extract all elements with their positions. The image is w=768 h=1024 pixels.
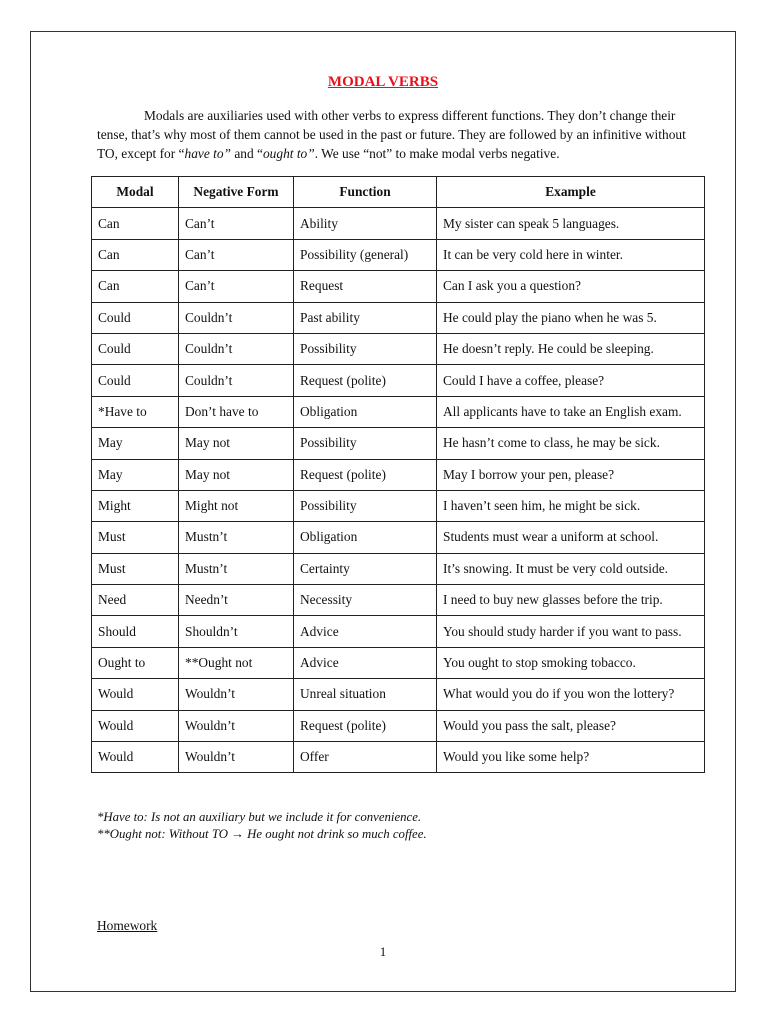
table-row: [92, 271, 705, 302]
table-row: [92, 742, 705, 773]
cell-modal: Would: [92, 742, 179, 773]
cell-modal: Might: [92, 490, 179, 521]
table-row: [92, 585, 705, 616]
cell-example: Students must wear a uniform at school.: [437, 522, 705, 553]
cell-example: My sister can speak 5 languages.: [437, 208, 705, 239]
cell-function: Possibility: [294, 490, 437, 521]
cell-example: He doesn’t reply. He could be sleeping.: [437, 333, 705, 364]
cell-negative-form: Can’t: [179, 239, 294, 270]
cell-modal: Can: [92, 208, 179, 239]
cell-negative-form: Wouldn’t: [179, 742, 294, 773]
cell-function: Obligation: [294, 396, 437, 427]
footnotes: [97, 809, 427, 843]
table-row: [92, 616, 705, 647]
cell-example: All applicants have to take an English exam.: [437, 396, 705, 427]
cell-negative-form: Can’t: [179, 208, 294, 239]
cell-function: Certainty: [294, 553, 437, 584]
cell-function: Request (polite): [294, 459, 437, 490]
cell-negative-form: Mustn’t: [179, 553, 294, 584]
cell-negative-form: May not: [179, 428, 294, 459]
modal-verbs-table: [91, 176, 705, 773]
cell-example: You ought to stop smoking tobacco.: [437, 647, 705, 678]
intro-text-1: Modals are auxiliaries used with other verbs to express different functions. They don’t change their tense, that’s why most of them cannot be used in the past or future. They are followed by an infinitive without TO, except for “: [97, 108, 686, 161]
cell-modal: Could: [92, 365, 179, 396]
cell-modal: Must: [92, 553, 179, 584]
cell-function: Request: [294, 271, 437, 302]
page-number: 1: [379, 944, 387, 959]
cell-function: Advice: [294, 616, 437, 647]
cell-negative-form: Don’t have to: [179, 396, 294, 427]
header-function: Function: [294, 177, 437, 208]
cell-function: Past ability: [294, 302, 437, 333]
cell-modal: Would: [92, 710, 179, 741]
cell-modal: Can: [92, 271, 179, 302]
cell-modal: Can: [92, 239, 179, 270]
cell-function: Obligation: [294, 522, 437, 553]
table-row: [92, 679, 705, 710]
cell-negative-form: Couldn’t: [179, 302, 294, 333]
cell-modal: Could: [92, 333, 179, 364]
cell-example: It’s snowing. It must be very cold outside.: [437, 553, 705, 584]
cell-negative-form: Wouldn’t: [179, 679, 294, 710]
table-row: [92, 459, 705, 490]
cell-function: Necessity: [294, 585, 437, 616]
cell-example: I need to buy new glasses before the trip.: [437, 585, 705, 616]
cell-negative-form: May not: [179, 459, 294, 490]
cell-example: You should study harder if you want to pass.: [437, 616, 705, 647]
cell-example: Can I ask you a question?: [437, 271, 705, 302]
cell-example: What would you do if you won the lottery?: [437, 679, 705, 710]
table-row: [92, 553, 705, 584]
cell-example: Would you like some help?: [437, 742, 705, 773]
homework-heading: Homework: [97, 918, 158, 933]
intro-text-2: and “: [231, 146, 263, 161]
cell-negative-form: Shouldn’t: [179, 616, 294, 647]
table-row: [92, 522, 705, 553]
cell-modal: May: [92, 428, 179, 459]
cell-modal: *Have to: [92, 396, 179, 427]
table-row: [92, 208, 705, 239]
cell-example: He hasn’t come to class, he may be sick.: [437, 428, 705, 459]
cell-example: Would you pass the salt, please?: [437, 710, 705, 741]
footnote-ought-not: **Ought not: Without TO → He ought not drink so much coffee.: [97, 827, 427, 841]
table-header-row: [92, 177, 705, 208]
intro-have-to: have to”: [184, 146, 231, 161]
cell-negative-form: Wouldn’t: [179, 710, 294, 741]
header-modal: Modal: [92, 177, 179, 208]
cell-function: Offer: [294, 742, 437, 773]
cell-function: Unreal situation: [294, 679, 437, 710]
cell-function: Possibility (general): [294, 239, 437, 270]
cell-function: Possibility: [294, 428, 437, 459]
table-row: [92, 365, 705, 396]
cell-example: Could I have a coffee, please?: [437, 365, 705, 396]
cell-negative-form: Mustn’t: [179, 522, 294, 553]
table-row: [92, 396, 705, 427]
cell-negative-form: Might not: [179, 490, 294, 521]
page-title: MODAL VERBS: [327, 74, 439, 90]
cell-modal: Need: [92, 585, 179, 616]
table-row: [92, 647, 705, 678]
table-row: [92, 239, 705, 270]
cell-function: Possibility: [294, 333, 437, 364]
cell-function: Request (polite): [294, 710, 437, 741]
cell-modal: Could: [92, 302, 179, 333]
cell-function: Request (polite): [294, 365, 437, 396]
cell-example: It can be very cold here in winter.: [437, 239, 705, 270]
header-example: Example: [437, 177, 705, 208]
cell-negative-form: Can’t: [179, 271, 294, 302]
table-row: [92, 302, 705, 333]
footnote-have-to: *Have to: Is not an auxiliary but we include it for convenience.: [97, 810, 422, 824]
cell-negative-form: Couldn’t: [179, 333, 294, 364]
table-row: [92, 710, 705, 741]
cell-function: Advice: [294, 647, 437, 678]
cell-modal: Would: [92, 679, 179, 710]
cell-modal: May: [92, 459, 179, 490]
cell-example: May I borrow your pen, please?: [437, 459, 705, 490]
cell-modal: Should: [92, 616, 179, 647]
table-row: [92, 428, 705, 459]
table-body: [92, 208, 705, 773]
cell-modal: Must: [92, 522, 179, 553]
cell-negative-form: **Ought not: [179, 647, 294, 678]
intro-paragraph: [97, 106, 697, 163]
cell-negative-form: Needn’t: [179, 585, 294, 616]
cell-function: Ability: [294, 208, 437, 239]
table-row: [92, 333, 705, 364]
intro-text-3: . We use “not” to make modal verbs negative.: [314, 146, 560, 161]
intro-ought-to: ought to”: [262, 146, 315, 161]
header-negative-form: Negative Form: [179, 177, 294, 208]
cell-negative-form: Couldn’t: [179, 365, 294, 396]
cell-example: I haven’t seen him, he might be sick.: [437, 490, 705, 521]
table-row: [92, 490, 705, 521]
cell-example: He could play the piano when he was 5.: [437, 302, 705, 333]
cell-modal: Ought to: [92, 647, 179, 678]
